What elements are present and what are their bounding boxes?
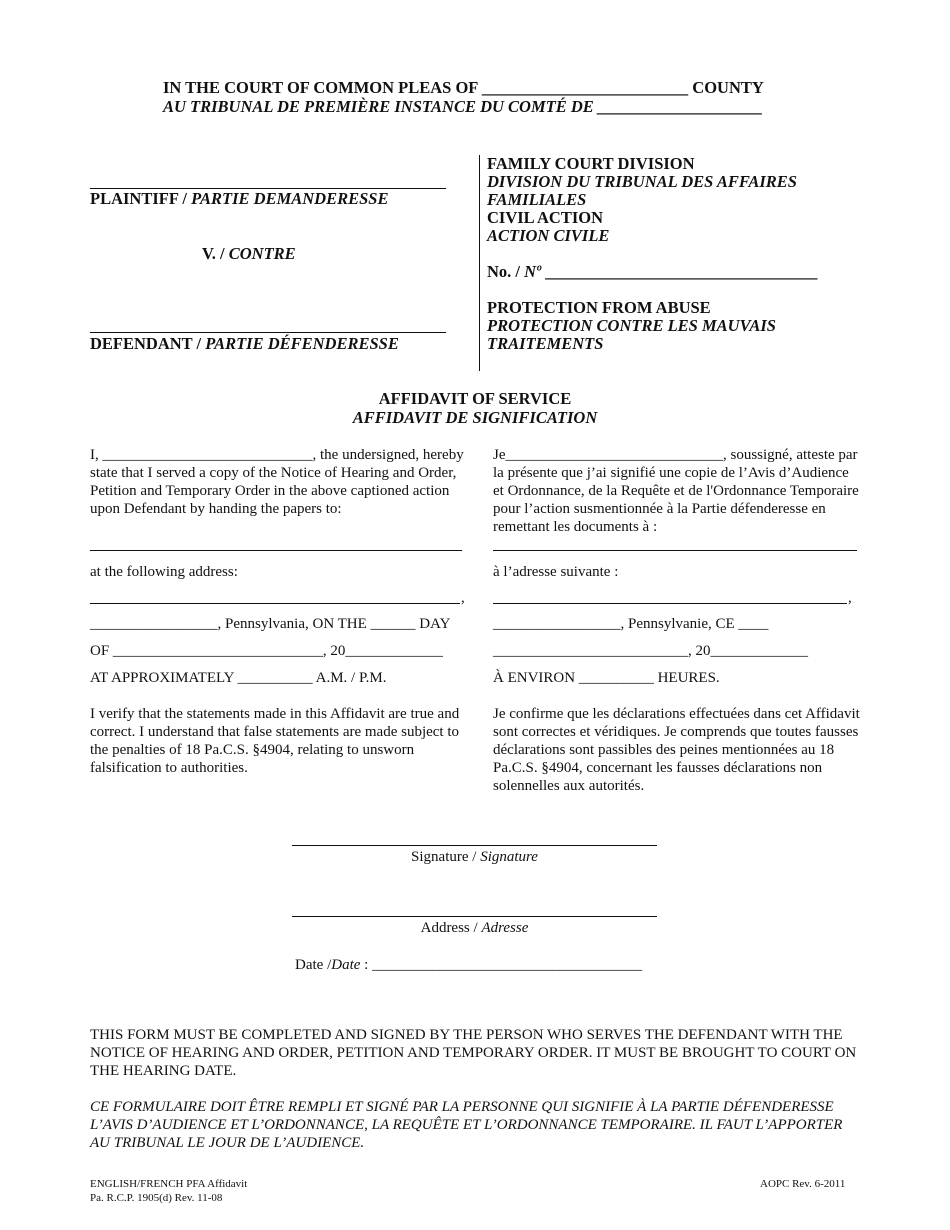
defendant-label: DEFENDANT / PARTIE DÉFENDERESSE xyxy=(90,334,399,353)
civil-action-fr: ACTION CIVILE xyxy=(487,226,610,245)
county-day-line-fr[interactable]: _________________, Pennsylvanie, CE ____ xyxy=(493,616,769,632)
verify-fr: Je confirme que les déclarations effectuées dans cet Affidavit sont correctes et véridiques. Je comprends que toutes fausses déclarations sont passibles des peines mentionnées au 18 Pa.C.S. §4904, concernant les fausses déclarations non solennelles aux autorités. xyxy=(493,706,860,794)
county-day-line-en[interactable]: _________________, Pennsylvania, ON THE ______ DAY xyxy=(90,616,451,632)
address-comma-en: , xyxy=(461,590,465,606)
address-label-en: at the following address: xyxy=(90,564,238,580)
pfa-fr: PROTECTION CONTRE LES MAUVAIS TRAITEMENTS xyxy=(487,316,776,353)
served-person-line-fr[interactable] xyxy=(493,550,857,551)
address-comma-fr: , xyxy=(848,590,852,606)
family-division-en: FAMILY COURT DIVISION xyxy=(487,154,695,173)
month-year-line-en[interactable]: OF ____________________________, 20_____________ xyxy=(90,643,443,659)
address-label-fr: à l’adresse suivante : xyxy=(493,564,619,580)
court-header-fr: AU TRIBUNAL DE PREMIÈRE INSTANCE DU COMTÉ DE ____________________ xyxy=(163,97,763,116)
footer-rule-ref: Pa. R.C.P. 1905(d) Rev. 11-08 xyxy=(90,1192,223,1204)
pfa-en: PROTECTION FROM ABUSE xyxy=(487,298,711,317)
served-person-line-en[interactable] xyxy=(90,550,462,551)
division-block xyxy=(487,155,807,245)
address-signature-label: Address / Adresse xyxy=(420,920,529,936)
time-line-fr[interactable]: À ENVIRON __________ HEURES. xyxy=(493,670,720,686)
plaintiff-label: PLAINTIFF / PARTIE DEMANDERESSE xyxy=(90,189,389,208)
civil-action-en: CIVIL ACTION xyxy=(487,208,603,227)
footer-revision: AOPC Rev. 6-2011 xyxy=(760,1178,846,1190)
case-number-field[interactable]: No. / Nº _________________________________ xyxy=(487,262,818,281)
date-field[interactable]: Date /Date : ____________________________________ xyxy=(295,957,643,973)
time-line-en[interactable]: AT APPROXIMATELY __________ A.M. / P.M. xyxy=(90,670,387,686)
notice-fr: CE FORMULAIRE DOIT ÊTRE REMPLI ET SIGNÉ PAR LA PERSONNE QUI SIGNIFIE À LA PARTIE DÉFENDERESSE L’AVIS D’AUDIENCE ET L’ORDONNANCE, LA REQUÊTE ET L’ORDONNANCE TEMPORAIRE. IL FAUT L’APPORTER AU TRIBUNAL LE JOUR DE L’AUDIENCE. xyxy=(90,1099,843,1151)
title-en: AFFIDAVIT OF SERVICE xyxy=(378,389,572,408)
verify-en: I verify that the statements made in this Affidavit are true and correct. I understand that false statements are made subject to the penalties of 18 Pa.C.S. §4904, relating to unsworn falsification to authorities. xyxy=(90,706,460,776)
signature-label: Signature / Signature xyxy=(411,849,538,865)
pfa-block xyxy=(487,299,807,353)
month-year-line-fr[interactable]: __________________________, 20_____________ xyxy=(493,643,808,659)
versus-label: V. / CONTRE xyxy=(202,244,296,263)
notice-en: THIS FORM MUST BE COMPLETED AND SIGNED BY THE PERSON WHO SERVES THE DEFENDANT WITH THE NOTICE OF HEARING AND ORDER, PETITION AND TEMPORARY ORDER. IT MUST BE BROUGHT TO COURT ON THE HEARING DATE. xyxy=(90,1027,857,1079)
signature-line[interactable] xyxy=(292,845,657,846)
caption-divider xyxy=(479,155,480,371)
address-line-en[interactable] xyxy=(90,603,460,604)
title-fr: AFFIDAVIT DE SIGNIFICATION xyxy=(352,408,598,427)
intro-fr: Je_____________________________, soussigné, atteste par la présente que j’ai signifié une copie de l’Avis d’Audience et Ordonnance, de la Requête et de l'Ordonnance Temporaire pour l’action susmentionnée à la Partie défenderesse en remettant les documents à : xyxy=(493,447,859,535)
family-division-fr: DIVISION DU TRIBUNAL DES AFFAIRES FAMILIALES xyxy=(487,172,797,209)
intro-en: I, ____________________________, the undersigned, hereby state that I served a copy of the Notice of Hearing and Order, Petition and Temporary Order in the above captioned action upon Defendant by handing the papers to: xyxy=(90,447,464,517)
footer-form-name: ENGLISH/FRENCH PFA Affidavit xyxy=(90,1178,248,1190)
address-signature-line[interactable] xyxy=(292,916,657,917)
court-header-en: IN THE COURT OF COMMON PLEAS OF _________________________ COUNTY xyxy=(163,78,764,97)
defendant-line[interactable] xyxy=(90,332,446,333)
address-line-fr[interactable] xyxy=(493,603,847,604)
